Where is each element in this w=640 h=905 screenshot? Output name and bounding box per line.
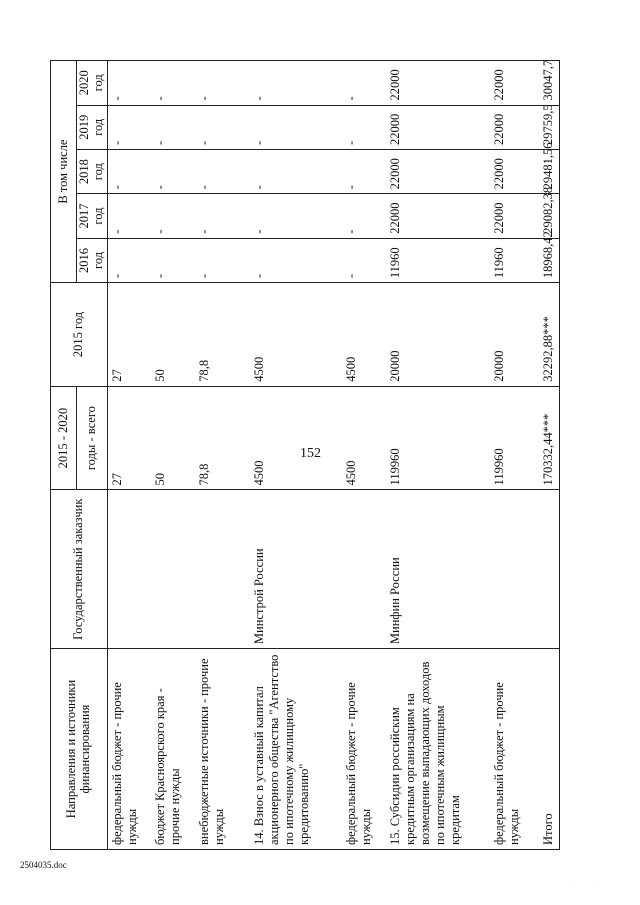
row-2015: 20000 <box>490 283 534 387</box>
row-2020: 22000 <box>490 61 534 106</box>
row-2017: 22000 <box>386 194 490 238</box>
row-2019: - <box>151 105 195 149</box>
table-row <box>107 61 151 850</box>
row-customer <box>490 490 534 649</box>
row-2018: 22000 <box>490 149 534 193</box>
document-filename: 2504035.doc <box>20 860 67 870</box>
row-2018: - <box>342 149 386 193</box>
row-direction: 15. Субсидии российским кредитным организациям на возмещение выпадающих доходов по ипотечным жилищным кредитам <box>386 649 490 850</box>
row-2020: - <box>342 61 386 106</box>
row-2015: 32292,88*** <box>534 283 560 387</box>
header-2015: 2015 год <box>51 283 108 387</box>
table-row <box>490 61 534 850</box>
row-2020: - <box>151 61 195 106</box>
row-2016: - <box>250 238 342 282</box>
row-2016: - <box>107 238 151 282</box>
row-2020: - <box>250 61 342 106</box>
row-2019: 29759,5 <box>534 105 560 149</box>
header-total: годы - всего <box>77 386 108 490</box>
row-customer <box>534 490 560 649</box>
row-total: 119960 <box>386 386 490 490</box>
row-total: 50 <box>151 386 195 490</box>
row-2018: - <box>195 149 250 193</box>
row-customer: Минстрой России <box>250 490 342 649</box>
page-number: 152 <box>300 446 321 461</box>
row-2016: 18968,42 <box>534 238 560 282</box>
row-total: 78,8 <box>195 386 250 490</box>
row-2016: - <box>195 238 250 282</box>
row-2015: 4500 <box>250 283 342 387</box>
row-2018: - <box>151 149 195 193</box>
row-direction: федеральный бюджет - прочие нужды <box>107 649 151 850</box>
row-2020: 30047,7 <box>534 61 560 106</box>
header-direction: Направления и источники финансирования <box>51 649 108 850</box>
row-customer <box>107 490 151 649</box>
row-direction: федеральный бюджет - прочие нужды <box>490 649 534 850</box>
row-2016: - <box>342 238 386 282</box>
row-customer: Минфин России <box>386 490 490 649</box>
row-direction: 14. Взнос в уставный капитал акционерного общества "Агентство по ипотечному жилищному кредитованию" <box>250 649 342 850</box>
row-total: 27 <box>107 386 151 490</box>
row-2019: 22000 <box>386 105 490 149</box>
row-2018: 29481,56 <box>534 149 560 193</box>
header-2020: 2020 год <box>77 61 108 106</box>
row-customer <box>151 490 195 649</box>
row-direction: Итого <box>534 649 560 850</box>
table-header <box>51 61 108 850</box>
financing-table-rotated <box>50 60 560 850</box>
header-in-that: В том числе <box>51 61 77 283</box>
row-2017: 29082,38 <box>534 194 560 238</box>
row-2019: - <box>195 105 250 149</box>
row-2015: 4500 <box>342 283 386 387</box>
row-2019: - <box>342 105 386 149</box>
row-direction: бюджет Красноярского края - прочие нужды <box>151 649 195 850</box>
row-2015: 78,8 <box>195 283 250 387</box>
table-row <box>195 61 250 850</box>
row-2020: 22000 <box>386 61 490 106</box>
table-row <box>250 61 342 850</box>
header-2019: 2019 год <box>77 105 108 149</box>
row-2017: - <box>107 194 151 238</box>
table-row <box>151 61 195 850</box>
table-row-total <box>534 61 560 850</box>
row-2017: - <box>342 194 386 238</box>
row-2015: 50 <box>151 283 195 387</box>
table-row <box>386 61 490 850</box>
row-total: 4500 <box>250 386 342 490</box>
row-customer <box>342 490 386 649</box>
row-2019: - <box>107 105 151 149</box>
row-2019: - <box>250 105 342 149</box>
row-2018: - <box>107 149 151 193</box>
row-2015: 20000 <box>386 283 490 387</box>
scan-mark: · <box>596 880 598 886</box>
header-total-group: 2015 - 2020 <box>51 386 77 490</box>
header-2017: 2017 год <box>77 194 108 238</box>
row-total: 4500 <box>342 386 386 490</box>
row-2017: - <box>250 194 342 238</box>
row-total: 119960 <box>490 386 534 490</box>
row-direction: федеральный бюджет - прочие нужды <box>342 649 386 850</box>
row-2015: 27 <box>107 283 151 387</box>
header-2018: 2018 год <box>77 149 108 193</box>
row-customer <box>195 490 250 649</box>
row-2018: 22000 <box>386 149 490 193</box>
table-row <box>342 61 386 850</box>
financing-table <box>50 60 560 850</box>
row-2019: 22000 <box>490 105 534 149</box>
row-2017: 22000 <box>490 194 534 238</box>
scan-mark: · <box>572 880 574 886</box>
row-2016: 11960 <box>386 238 490 282</box>
header-customer: Государственный заказчик <box>51 490 108 649</box>
row-direction: внебюджетные источники - прочие нужды <box>195 649 250 850</box>
row-2016: 11960 <box>490 238 534 282</box>
row-2017: - <box>195 194 250 238</box>
row-2016: - <box>151 238 195 282</box>
header-2016: 2016 год <box>77 238 108 282</box>
row-2018: - <box>250 149 342 193</box>
row-2017: - <box>151 194 195 238</box>
row-total: 170332,44*** <box>534 386 560 490</box>
table-body <box>107 61 560 850</box>
row-2020: - <box>107 61 151 106</box>
row-2020: - <box>195 61 250 106</box>
